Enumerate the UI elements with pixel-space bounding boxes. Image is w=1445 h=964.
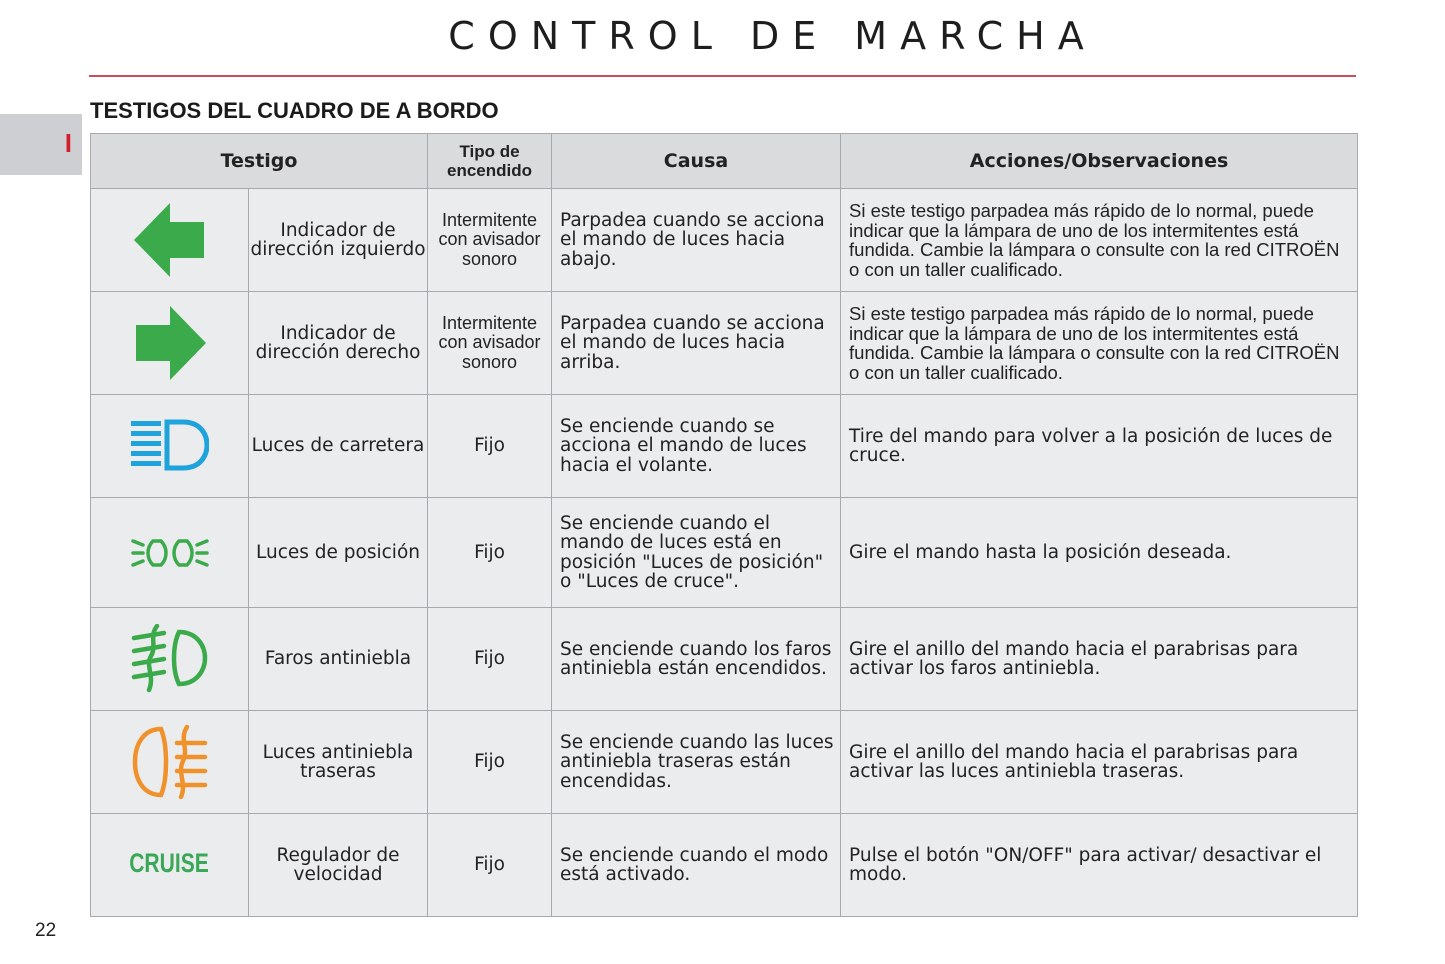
accion-cell: Tire del mando para volver a la posición de luces de cruce.: [841, 395, 1358, 498]
chapter-tab-label: I: [64, 128, 72, 158]
table-row: [91, 498, 1358, 608]
icon-cell: [91, 395, 249, 498]
accion-cell: Gire el mando hasta la posición deseada.: [841, 498, 1358, 608]
causa-cell: Se enciende cuando se acciona el mando de luces hacia el volante.: [552, 395, 841, 498]
left-arrow-icon: [134, 203, 206, 277]
table-row: [91, 711, 1358, 814]
right-arrow-icon: [134, 306, 206, 380]
tipo-cell: Fijo: [428, 608, 552, 711]
tipo-cell: Intermitente con avisador sonoro: [428, 189, 552, 292]
header-testigo: Testigo: [91, 134, 428, 189]
accion-cell: Si este testigo parpadea más rápido de lo normal, puede indicar que la lámpara de uno de los intermitentes está fundida. Cambie la lámpara o consulte con la red CITROËN o con un taller cualificado.: [841, 189, 1358, 292]
warning-lights-table: [90, 133, 1358, 917]
tipo-cell: Fijo: [428, 711, 552, 814]
position-lights-icon: [131, 533, 209, 573]
accion-cell: Gire el anillo del mando hacia el parabrisas para activar los faros antiniebla.: [841, 608, 1358, 711]
name-cell: Indicador de dirección izquierdo: [249, 189, 428, 292]
header-divider: [89, 75, 1356, 77]
name-cell: Luces de posición: [249, 498, 428, 608]
tipo-cell: Fijo: [428, 395, 552, 498]
icon-cell: [91, 814, 249, 917]
icon-cell: [91, 292, 249, 395]
causa-cell: Se enciende cuando los faros antiniebla están encendidos.: [552, 608, 841, 711]
rear-fog-icon: [131, 725, 209, 799]
name-cell: Indicador de dirección derecho: [249, 292, 428, 395]
table-header-row: [91, 134, 1358, 189]
name-cell: Faros antiniebla: [249, 608, 428, 711]
table-row: [91, 608, 1358, 711]
table-row: [91, 189, 1358, 292]
page-title: CONTROL DE MARCHA: [448, 14, 1097, 58]
name-cell: Luces de carretera: [249, 395, 428, 498]
icon-cell: [91, 711, 249, 814]
icon-cell: [91, 608, 249, 711]
causa-cell: Se enciende cuando el modo está activado.: [552, 814, 841, 917]
causa-cell: Se enciende cuando las luces antiniebla traseras están encendidas.: [552, 711, 841, 814]
header-causa: Causa: [552, 134, 841, 189]
high-beam-icon: [131, 419, 209, 473]
icon-cell: [91, 189, 249, 292]
section-title: TESTIGOS DEL CUADRO DE A BORDO: [90, 98, 499, 123]
page-number: 22: [35, 920, 57, 941]
tipo-cell: Fijo: [428, 814, 552, 917]
front-fog-icon: [131, 624, 209, 694]
icon-cell: [91, 498, 249, 608]
header-tipo: Tipo de encendido: [428, 134, 552, 189]
name-cell: Regulador de velocidad: [249, 814, 428, 917]
accion-cell: Pulse el botón "ON/OFF" para activar/ desactivar el modo.: [841, 814, 1358, 917]
chapter-tab[interactable]: [0, 114, 82, 175]
table-row: [91, 395, 1358, 498]
cruise-icon: CRUISE: [129, 847, 210, 878]
causa-cell: Se enciende cuando el mando de luces está en posición "Luces de posición" o "Luces de cruce".: [552, 498, 841, 608]
tipo-cell: Fijo: [428, 498, 552, 608]
causa-cell: Parpadea cuando se acciona el mando de luces hacia arriba.: [552, 292, 841, 395]
tipo-cell: Intermitente con avisador sonoro: [428, 292, 552, 395]
table-row: [91, 814, 1358, 917]
accion-cell: Si este testigo parpadea más rápido de lo normal, puede indicar que la lámpara de uno de los intermitentes está fundida. Cambie la lámpara o consulte con la red CITROËN o con un taller cualificado.: [841, 292, 1358, 395]
causa-cell: Parpadea cuando se acciona el mando de luces hacia abajo.: [552, 189, 841, 292]
table-row: [91, 292, 1358, 395]
header-acciones: Acciones/Observaciones: [841, 134, 1358, 189]
accion-cell: Gire el anillo del mando hacia el parabrisas para activar las luces antiniebla traseras.: [841, 711, 1358, 814]
name-cell: Luces antiniebla traseras: [249, 711, 428, 814]
